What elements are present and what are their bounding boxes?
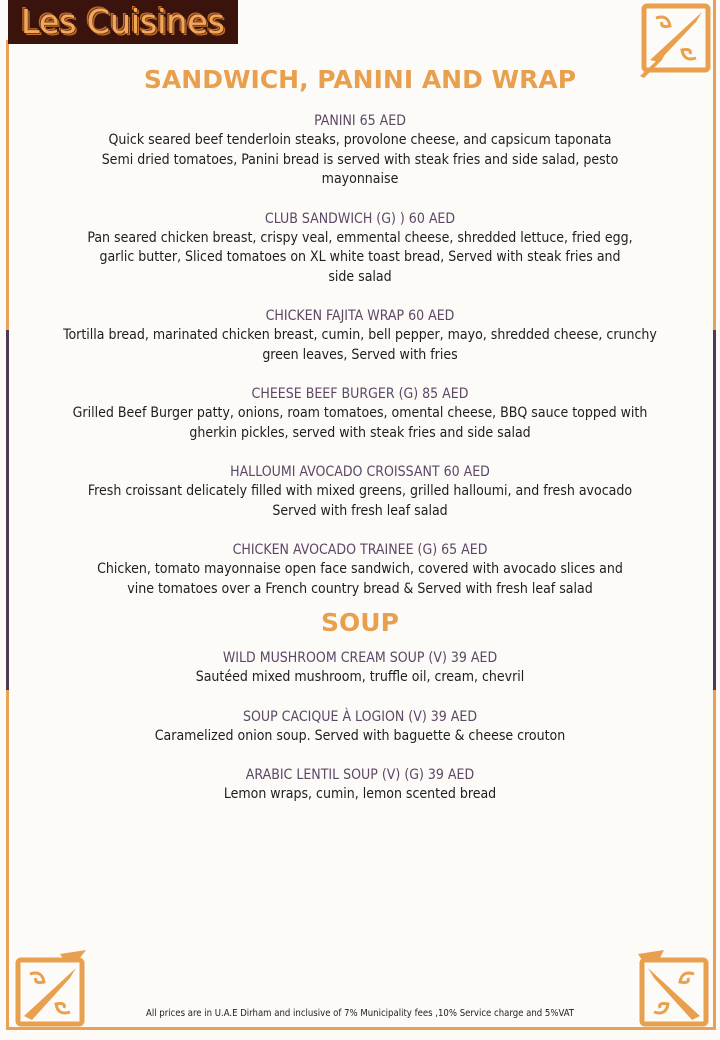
section-title-soup: SOUP <box>321 608 399 637</box>
item-desc: Caramelized onion soup. Served with baguette & cheese crouton <box>154 727 566 744</box>
item-desc: Pan seared chicken breast, crispy veal, emmental cheese, shredded lettuce, fried egg, <box>87 229 633 246</box>
item-desc: Semi dried tomatoes, Panini bread is served with steak fries and side salad, pesto <box>101 151 619 168</box>
item-desc: Chicken, tomato mayonnaise open face sandwich, covered with avocado slices and <box>97 561 623 577</box>
item-desc: Grilled Beef Burger patty, onions, roam tomatoes, omental cheese, BBQ sauce topped with <box>72 405 648 421</box>
item-name: HALLOUMI AVOCADO CROISSANT 60 AED <box>230 464 490 480</box>
item-name: PANINI 65 AED <box>314 113 406 129</box>
menu-item-chicken-fajita-wrap <box>0 307 720 365</box>
brand-logo: Les Cuisines <box>8 0 238 44</box>
menu-item-club-sandwich <box>0 210 720 288</box>
item-desc: gherkin pickles, served with steak fries and side salad <box>189 424 531 441</box>
item-name: ARABIC LENTIL SOUP (V) (G) 39 AED <box>245 767 475 783</box>
menu-item-cheese-beef-burger <box>0 385 720 443</box>
menu-item-wild-mushroom-soup <box>0 649 720 688</box>
item-name: CHICKEN FAJITA WRAP 60 AED <box>265 308 455 324</box>
item-name: WILD MUSHROOM CREAM SOUP (V) 39 AED <box>222 650 498 666</box>
item-desc: Lemon wraps, cumin, lemon scented bread <box>223 786 497 802</box>
price-disclaimer: All prices are in U.A.E Dirham and inclusive of 7% Municipality fees ,10% Service charge and 5%VAT <box>145 1008 575 1019</box>
menu-item-arabic-lentil-soup <box>0 766 720 805</box>
item-desc: side salad <box>328 268 392 285</box>
item-desc: Quick seared beef tenderloin steaks, provolone cheese, and capsicum taponata <box>108 132 612 148</box>
page-border-bottom <box>6 1027 716 1030</box>
item-desc: garlic butter, Sliced tomatoes on XL white toast bread, Served with steak fries and <box>99 249 621 265</box>
menu-item-chicken-avocado-trainee <box>0 541 720 599</box>
item-name: CLUB SANDWICH (G) ) 60 AED <box>264 210 456 227</box>
item-name: CHEESE BEEF BURGER (G) 85 AED <box>251 386 469 402</box>
item-name: CHICKEN AVOCADO TRAINEE (G) 65 AED <box>232 542 488 558</box>
item-desc: Sautéed mixed mushroom, truffle oil, cream, chevril <box>195 669 525 685</box>
item-desc: mayonnaise <box>321 171 399 187</box>
item-desc: Tortilla bread, marinated chicken breast, cumin, bell pepper, mayo, shredded cheese, crunchy <box>63 327 657 343</box>
menu-item-panini <box>0 112 720 190</box>
menu-item-soup-cacique <box>0 708 720 747</box>
item-desc: Fresh croissant delicately filled with mixed greens, grilled halloumi, and fresh avocado <box>87 483 633 499</box>
item-desc: vine tomatoes over a French country bread & Served with fresh leaf salad <box>127 580 593 597</box>
menu-content <box>0 64 720 805</box>
item-name: SOUP CACIQUE À LOGION (V) 39 AED <box>242 708 478 725</box>
item-desc: Served with fresh leaf salad <box>272 502 448 519</box>
section-title-sandwich: SANDWICH, PANINI AND WRAP <box>143 65 577 94</box>
item-desc: green leaves, Served with fries <box>262 346 458 363</box>
menu-item-halloumi-avocado-croissant <box>0 463 720 521</box>
